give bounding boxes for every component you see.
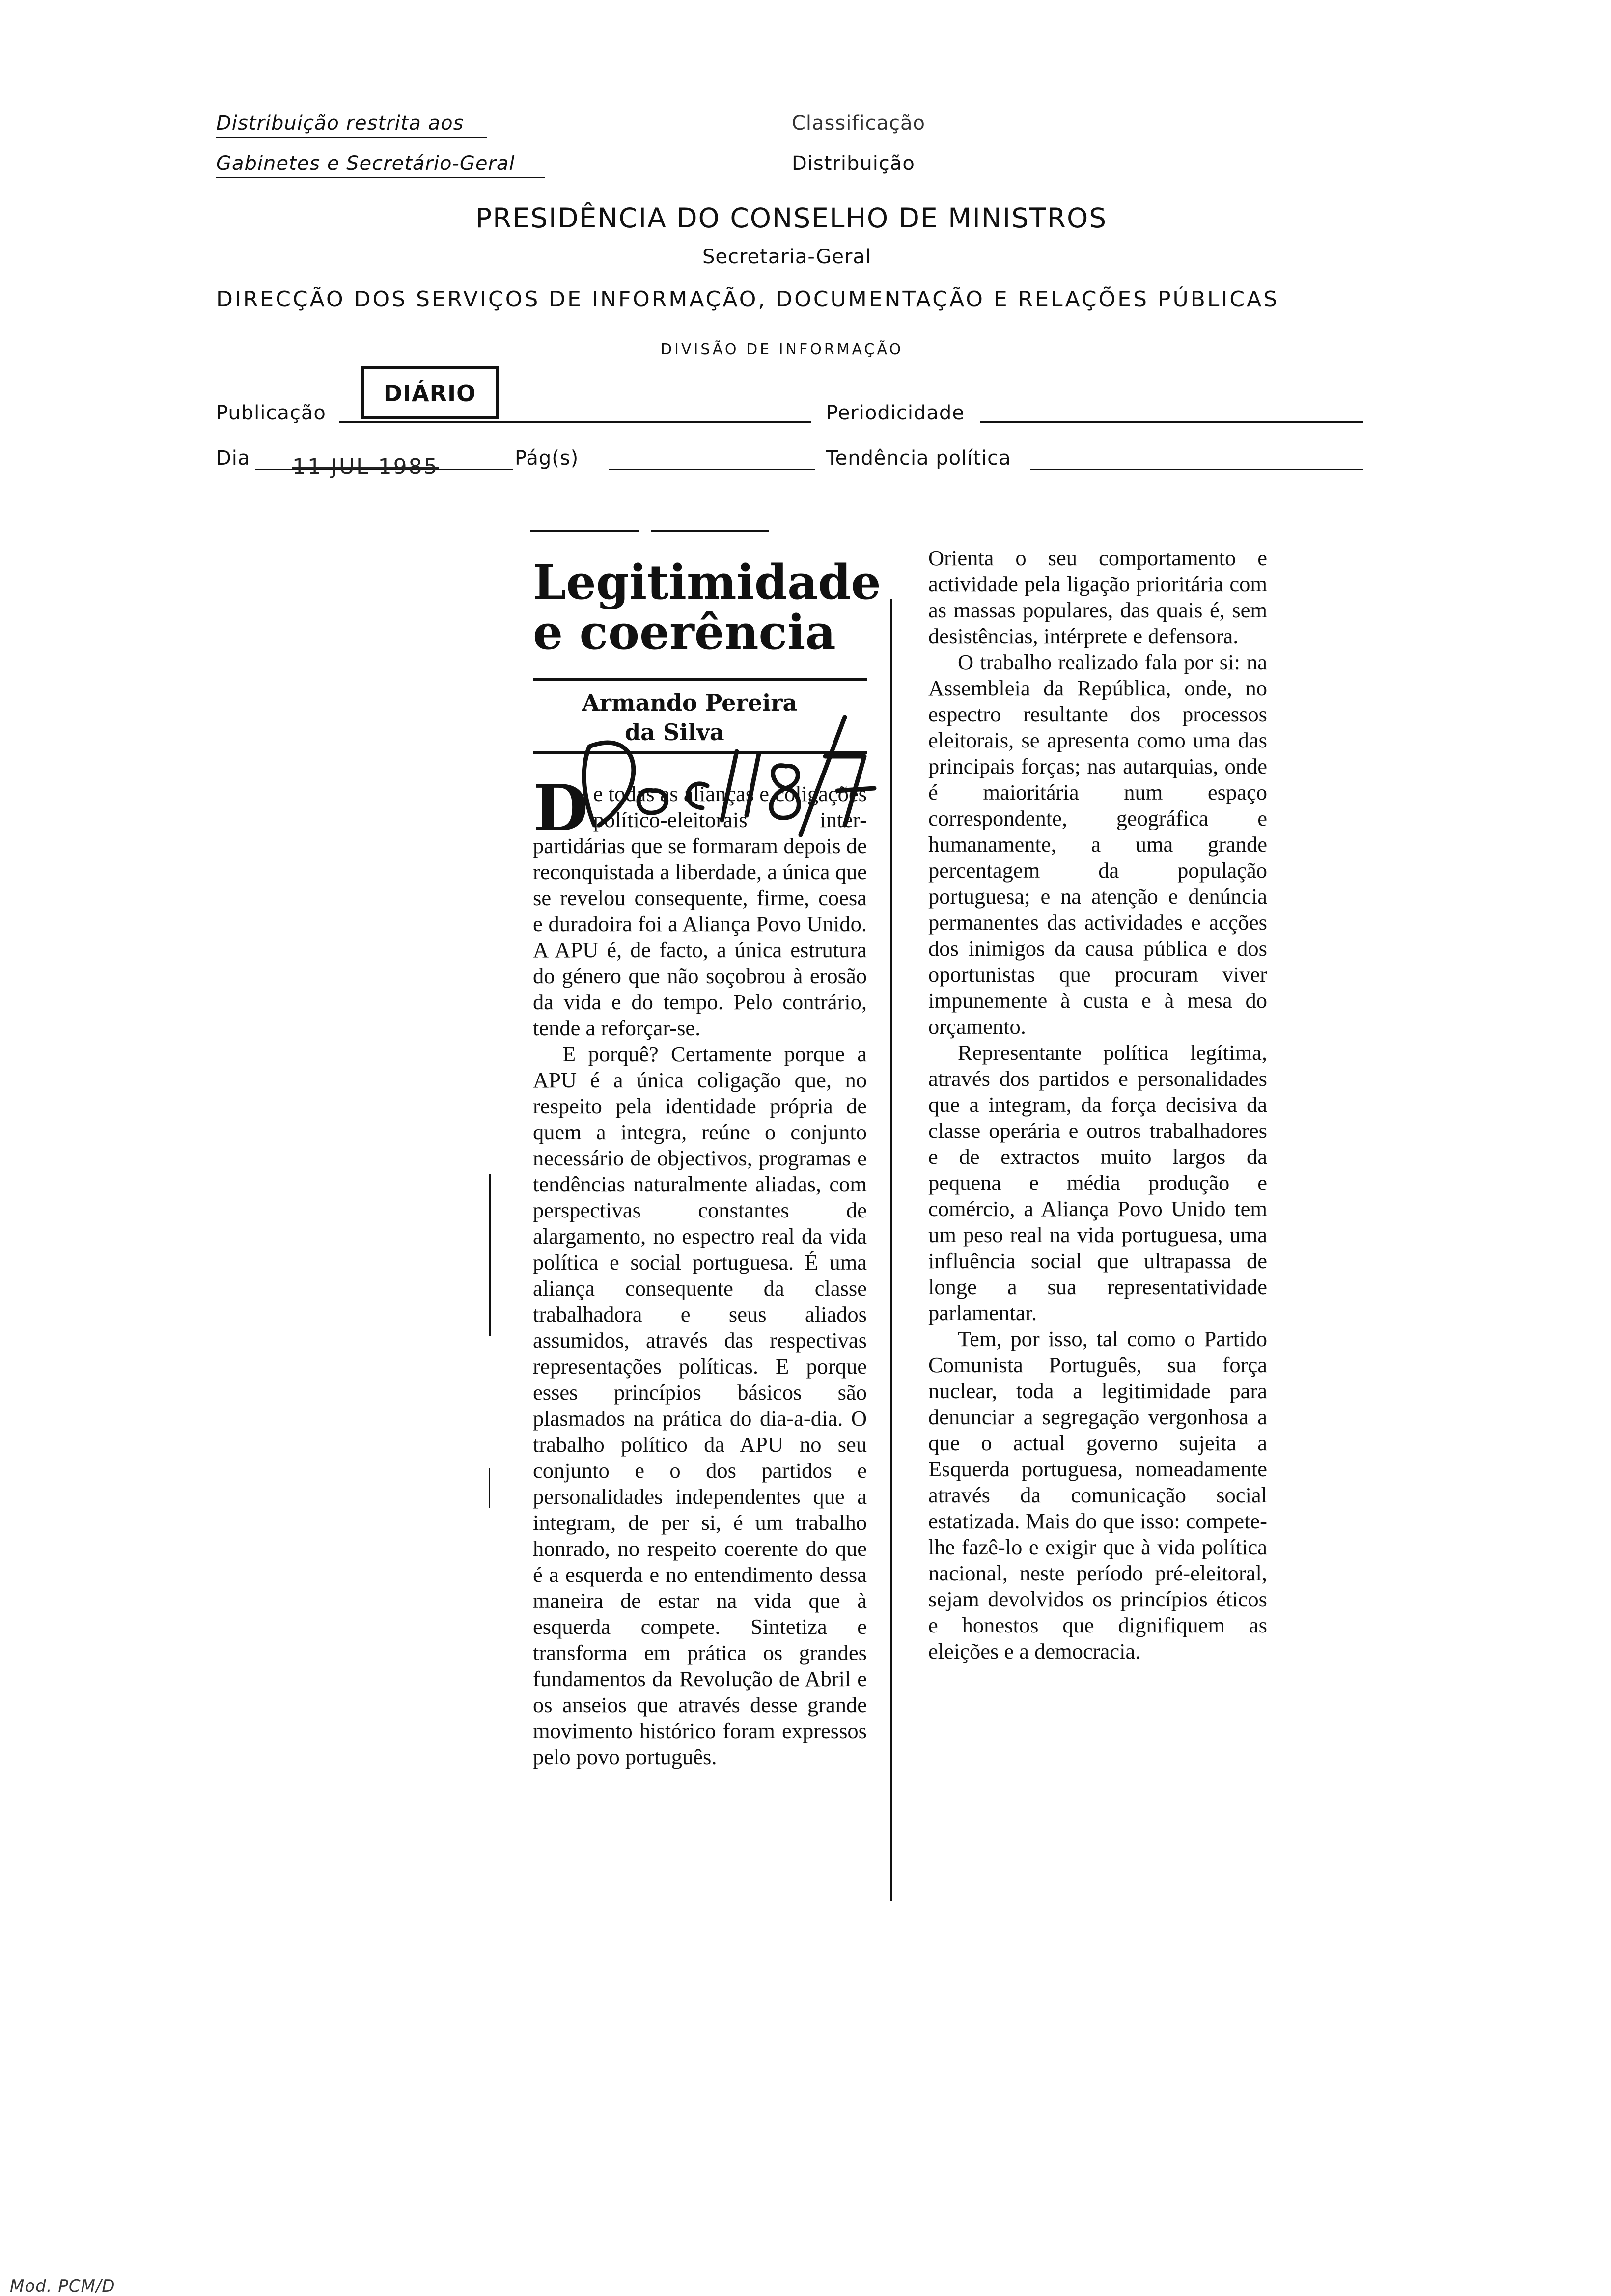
- byline-rule: [533, 678, 867, 681]
- periodicidade-line: [980, 421, 1363, 423]
- tendencia-line: [1030, 469, 1363, 470]
- form-code: Mod. PCM/D: [10, 2276, 115, 2296]
- publicacao-label: Publicação: [216, 402, 326, 424]
- margin-mark-left: [489, 1174, 491, 1336]
- margin-mark-left-small: [489, 1468, 490, 1508]
- publicacao-stamp: DIÁRIO: [361, 366, 499, 419]
- headline-rule-top: [530, 530, 639, 532]
- pags-label: Pág(s): [515, 447, 579, 470]
- distribution-note-line1: Distribuição restrita aos: [216, 112, 487, 138]
- drop-cap: D: [533, 771, 588, 846]
- headline-line2: e coerência: [533, 605, 836, 660]
- paragraph-1-text: e todas as alianças e coligações político-eleitorais inter-partidárias que se formaram depois de reconquistada a liberdade, a única que se revelou consequente, firme, coesa e duradoira foi a Aliança Povo Unido. A APU é, de facto, a única estrutura do género que não soçobrou à erosão da vida e do tempo. Pelo contrário, tende a reforçar-se.: [533, 781, 867, 1040]
- paragraph-5: Representante política legítima, através dos partidos e personalidades que a integram, da força decisiva da classe operária e outros trabalhadores e de extractos muito largos da pequena e média produção e comércio, a Aliança Povo Unido tem um peso real na vida portuguesa, uma influência social que ultrapassa de longe a sua representatividade parlamentar.: [928, 1040, 1267, 1325]
- directorate-line: DIRECÇÃO DOS SERVIÇOS DE INFORMAÇÃO, DOCUMENTAÇÃO E RELAÇÕES PÚBLICAS: [216, 287, 1279, 312]
- page-title: PRESIDÊNCIA DO CONSELHO DE MINISTROS: [475, 202, 1108, 234]
- paragraph-2: E porquê? Certamente porque a APU é a única coligação que, no respeito pela identidade própria de quem a integra, reúne o conjunto necessário de objectivos, programas e tendências naturalmente aliadas, com perspectivas constantes de alargamento, no espectro real da vida política e social portuguesa. É uma aliança consequente da classe trabalhadora e seus aliados assumidos, através das respectivas representações políticas. E porque esses princípios básicos são plasmados na prática do dia-a-dia. O trabalho político da APU no seu conjunto e o dos partidos e personalidades independentes que a integram, de per si, é um trabalho honrado, no respeito coerente do que é a esquerda e no entendimento dessa maneira de estar na vida que à esquerda compete. Sintetiza e transforma em prática os grandes fundamentos da Revolução de Abril e os anseios que através desse grande movimento histórico foram expressos pelo povo português.: [533, 1042, 867, 1769]
- periodicidade-label: Periodicidade: [826, 402, 965, 424]
- paragraph-6: Tem, por isso, tal como o Partido Comunista Português, sua força nuclear, toda a legitimidade para denunciar a segregação vergonhosa a que o actual governo sujeita a Esquerda portuguesa, nomeadamente através da comunicação social estatizada. Mais do que isso: compete-lhe fazê-lo e exigir que à vida política nacional, neste período pré-eleitoral, sejam devolvidos os princípios éticos e honestos que dignifiquem as eleições e a democracia.: [928, 1327, 1267, 1663]
- paragraph-4: O trabalho realizado fala por si: na Assembleia da República, onde, no espectro resultante dos processos eleitorais, se apresenta como uma das principais forças; nas autarquias, onde é maioritária num espaço correspondente, geográfica e humanamente, a uma grande percentagem da população portuguesa; e na atenção e denúncia permanentes das actividades e acções dos inimigos da causa pública e dos oportunistas que procuram viver impunemente à custa e à mesa do orçamento.: [928, 650, 1267, 1039]
- article-column-2: [928, 545, 1267, 1664]
- pags-line: [609, 469, 815, 470]
- clipping-mark-right: [890, 599, 892, 1901]
- classification-label: Classificação: [792, 112, 926, 135]
- division-line: DIVISÃO DE INFORMAÇÃO: [661, 341, 904, 358]
- distribution-note-line2: Gabinetes e Secretário-Geral: [216, 152, 545, 178]
- paragraph-3: Orienta o seu comportamento e actividade pela ligação prioritária com as massas populares, das quais é, sem desistências, intérprete e defensora.: [928, 546, 1267, 648]
- tendencia-label: Tendência política: [826, 447, 1011, 470]
- article-column-1: [533, 771, 867, 1770]
- page-subtitle: Secretaria-Geral: [702, 246, 872, 268]
- author-line1: Armando Pereira: [582, 690, 798, 716]
- dia-date-stamp: 11 JUL 1985: [292, 454, 439, 479]
- headline-rule-top-2: [651, 530, 769, 532]
- dia-label: Dia: [216, 447, 250, 470]
- author-line2: da Silva: [625, 719, 724, 746]
- headline-line1: Legitimidade: [533, 554, 881, 610]
- distribution-label: Distribuição: [792, 152, 915, 175]
- publicacao-line: [339, 421, 811, 423]
- paragraph-1: [533, 771, 867, 1041]
